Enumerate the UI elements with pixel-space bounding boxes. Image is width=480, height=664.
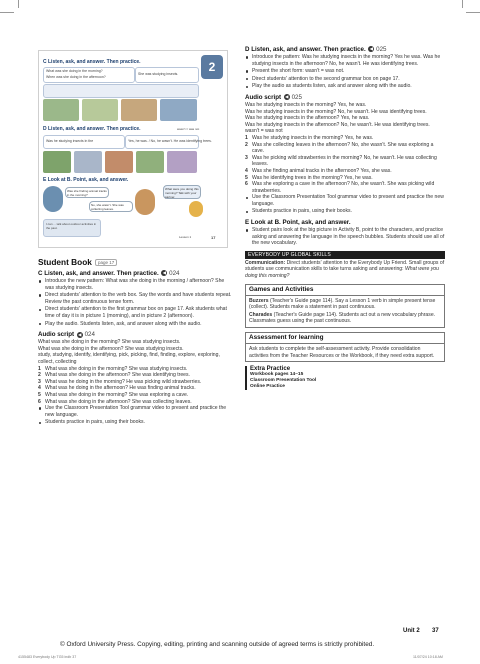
print-slug-right: 11/07/24 10:18 AM — [413, 655, 443, 659]
audio-icon: ◀ — [78, 331, 82, 337]
left-end-bullets — [38, 405, 234, 426]
thumb-grammar-answer-box — [135, 67, 199, 83]
right-column — [245, 46, 445, 390]
audio-script-title: Audio script — [245, 93, 282, 101]
list-item: 4 What was he doing in the afternoon? He was finding animal tracks. — [38, 385, 196, 392]
thumb-wasnt-label: wasn't = was not — [177, 127, 200, 131]
list-item: Play the audio as students listen, ask and answer along with the audio. — [245, 83, 445, 90]
audio-script-025-numbered — [245, 135, 445, 194]
section-c-heading — [38, 270, 234, 277]
student-book-page-tag: page 17 — [95, 259, 117, 266]
list-item: Introduce the new pattern: What was she doing in the morning / afternoon? She was studying insects. — [38, 278, 234, 291]
thumb-d-answer-box — [125, 135, 212, 149]
thumb-section-d-heading: D Listen, ask, and answer. Then practice. — [43, 126, 141, 132]
thumb-section-c-heading: C Listen, ask, and answer. Then practice. — [43, 59, 141, 65]
list-item: 3 Was he picking wild strawberries in the morning? No, he wasn't. He was collecting leaves. — [245, 154, 437, 168]
list-item: 6 What was she doing in the afternoon? She was collecting leaves. — [38, 398, 192, 405]
thumb-speech-bubble-3: What were you doing this morning? Talk with your partner. — [163, 185, 201, 199]
thumb-grammar-answer: She was studying insects. — [138, 72, 179, 76]
thumb-picture-4 — [160, 99, 197, 121]
student-book-title: Student Book — [38, 257, 92, 267]
audio-icon: ◀ — [369, 46, 373, 52]
thumb-picture-1 — [43, 99, 79, 121]
thumb-character-2 — [135, 189, 155, 215]
script-line: What was she doing in the morning? She was studying insects. — [38, 339, 181, 346]
print-slug-left: 4155483 Everybody Up TG5 indb 37 — [18, 655, 77, 659]
thumb-d-question-box — [43, 135, 125, 149]
thumb-d-answer: Yes, he was. / No, he wasn't. He was identifying trees. — [128, 139, 212, 143]
crop-mark — [0, 12, 14, 13]
footer-page-number: 37 — [432, 628, 439, 634]
list-item: Students practice in pairs, using their books. — [245, 208, 445, 215]
crop-mark — [18, 0, 19, 8]
assessment-box — [245, 332, 445, 362]
right-mid-bullets — [245, 194, 445, 215]
list-item: 4 Was she finding animal tracks in the afternoon? Yes, she was. — [245, 167, 392, 174]
list-item: Use the Classroom Presentation Tool grammar video to present and practice the new language. — [38, 405, 234, 418]
thumb-everybody-up-friend — [189, 201, 203, 217]
list-item: Direct students' attention to the second grammar box on page 17. — [245, 76, 445, 83]
section-c-audio-track: 024 — [169, 270, 180, 277]
extra-practice-item: Workbook pages 14–15 — [250, 372, 304, 378]
thumb-section-e-heading: E Look at B. Point, ask, and answer. — [43, 177, 129, 183]
assessment-title: Assessment for learning — [246, 334, 444, 344]
games-activity-charades: Charades (Teacher's Guide page 114). Students act out a new vocabulary phrase. Classmates guess using the past continuous. — [249, 311, 436, 325]
section-d-bullets — [245, 54, 445, 90]
global-skills-text: Communication: Direct students' attention to the Everybody Up Friend. Small groups of students use communication skills to take turns asking and answering: What were you doing this morning? — [245, 259, 445, 280]
copyright-notice: © Oxford University Press. Copying, editing, printing and scanning outside of agreed terms is strictly prohibited. — [60, 641, 375, 648]
thumb-picture-8 — [136, 151, 164, 173]
audio-script-025-heading — [245, 94, 445, 101]
thumb-d-question: Was he studying insects in the — [46, 139, 94, 143]
section-c-bullets — [38, 278, 234, 327]
footer-unit-label: Unit 2 — [403, 628, 420, 634]
list-item: Student pairs look at the big picture in Activity B, point to the characters, and practice asking and answering the language in the speech bubbles. Students should use all of the new vocabulary. — [245, 227, 445, 247]
list-item: Students practice in pairs, using their books. — [38, 419, 234, 426]
list-item: Direct students' attention to the verb box. Say the words and have students repeat. Review the past continuous tense form. — [38, 292, 234, 305]
thumb-i-can-text: I can ... talk about outdoor activities in the past. — [46, 222, 97, 230]
extra-practice-item: Classroom Presentation Tool — [250, 378, 317, 384]
thumb-picture-2 — [82, 99, 118, 121]
script-line: study, studying, identify, identifying, pick, picking, find, finding, explore, exploring, collect, collecting — [38, 352, 220, 365]
script-line: Was he studying insects in the morning? Yes, he was. — [245, 101, 367, 108]
audio-icon: ◀ — [285, 94, 289, 100]
section-d-heading — [245, 46, 445, 53]
thumb-grammar-box — [43, 67, 135, 83]
script-line: What was she doing in the afternoon? She was studying insects. — [38, 345, 184, 352]
list-item: 1 What was she doing in the morning? She was studying insects. — [38, 365, 188, 372]
script-line: wasn't = was not — [245, 128, 283, 135]
unit-badge: 2 — [201, 55, 223, 79]
script-line: Was he studying insects in the afternoon? Yes, he was. — [245, 115, 370, 122]
thumb-picture-7 — [105, 151, 133, 173]
section-e-heading: E Look at B. Point, ask, and answer. — [245, 219, 351, 227]
thumb-character-1 — [43, 186, 63, 212]
thumb-picture-9 — [167, 151, 197, 173]
thumb-speech-bubble-1: Was she finding animal tracks in the morning? — [65, 187, 109, 198]
list-item: 2 What was she doing in the afternoon? She was identifying trees. — [38, 372, 190, 379]
audio-script-track: 024 — [84, 331, 95, 339]
list-item: Direct students' attention to the first grammar box on page 17. Ask students what time of day it is in picture 1 (morning), and in picture 2 (afternoon). — [38, 306, 234, 319]
assessment-text: Ask students to complete the self-assessment activity. Provide consolidation activities from the Teacher Resources or the Workbook, if they need extra support. — [249, 346, 435, 359]
list-item: Play the audio. Students listen, ask, and answer along with the audio. — [38, 321, 234, 328]
games-activities-box — [245, 284, 445, 328]
script-line: Was he studying insects in the morning? No, he wasn't. He was identifying trees. — [245, 108, 427, 115]
audio-icon: ◀ — [162, 270, 166, 276]
left-column — [38, 257, 234, 427]
list-item: Present the short form: wasn't = was not. — [245, 68, 445, 75]
student-book-heading — [38, 257, 234, 267]
thumb-picture-5 — [43, 151, 71, 173]
list-item: 5 Was he identifying trees in the morning? Yes, he was. — [245, 174, 373, 181]
thumb-verb-box — [43, 84, 199, 98]
audio-script-title: Audio script — [38, 331, 75, 339]
section-c-title: C Listen, ask, and answer. Then practice. — [38, 270, 159, 277]
extra-practice-box — [245, 366, 445, 390]
thumb-speech-bubble-2: No, she wasn't. She was collecting leaves. — [89, 201, 133, 212]
thumb-grammar-question-2: When was she doing in the afternoon? — [46, 75, 106, 79]
script-line: Was he studying insects in the afternoon? No, he wasn't. He was identifying trees. — [245, 121, 430, 128]
audio-script-track: 025 — [291, 93, 302, 101]
list-item: 3 What was he doing in the morning? He was picking wild strawberries. — [38, 378, 202, 385]
thumb-picture-3 — [121, 99, 157, 121]
list-item: 1 Was he studying insects in the morning? Yes, he was. — [245, 134, 374, 141]
list-item: Introduce the pattern: Was he studying insects in the morning? Yes he was. Was he studying insects in the afternoon? No, he wasn't. He was identifying trees. — [245, 54, 445, 67]
games-activity-buzzers: Buzzers (Teacher's Guide page 114). Say a Lesson 1 verb in simple present tense (collect). Students make a statement in past continuous. — [249, 297, 436, 311]
games-activities-title: Games and Activities — [246, 286, 444, 296]
crop-mark — [466, 12, 480, 13]
section-e-bullets — [245, 227, 445, 247]
extra-practice-title: Extra Practice — [250, 366, 291, 373]
global-skills-banner: EVERYBODY UP GLOBAL SKILLS — [245, 251, 445, 259]
thumb-picture-6 — [74, 151, 102, 173]
list-item: 5 What was she doing in the morning? She was exploring a cave. — [38, 391, 189, 398]
crop-mark — [462, 0, 463, 8]
student-book-page-thumbnail — [38, 50, 228, 248]
thumb-page-number: 17 — [211, 235, 216, 240]
audio-script-024-heading — [38, 331, 234, 338]
audio-script-024-numbered — [38, 366, 234, 406]
list-item: 2 Was she collecting leaves in the afternoon? No, she wasn't. She was exploring a cave. — [245, 141, 434, 155]
list-item: Use the Classroom Presentation Tool grammar video to present and practice the new language. — [245, 194, 445, 207]
section-d-audio-track: 025 — [376, 46, 387, 53]
section-d-title: D Listen, ask, and answer. Then practice. — [245, 46, 366, 53]
list-item: 6 Was she exploring a cave in the afternoon? No, she wasn't. She was picking wild strawberries. — [245, 181, 435, 194]
thumb-lesson-label: Lesson 1 — [179, 235, 192, 239]
thumb-i-can-box — [43, 219, 101, 237]
thumb-grammar-question: What was she doing in the morning? — [46, 69, 103, 73]
extra-practice-item: Online Practice — [250, 384, 285, 390]
